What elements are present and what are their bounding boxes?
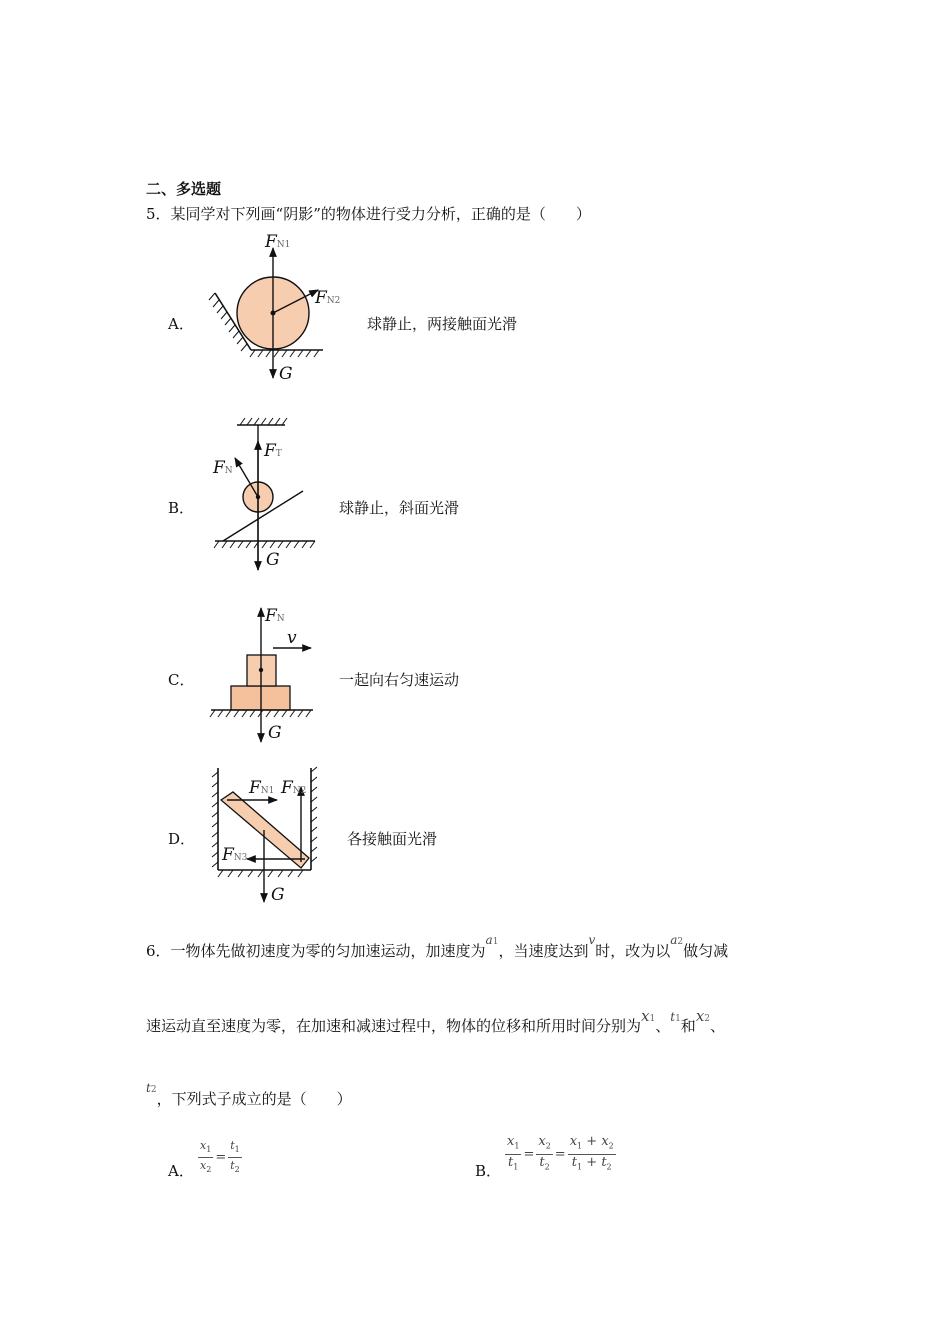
option-c-letter: C． [168,671,195,689]
option-d-desc: 各接触面光滑 [347,830,438,848]
option-d-letter: D． [168,830,196,848]
figure-a [205,230,335,390]
fig-a-g-label: G [279,364,293,384]
fig-d-fn2-label: F [281,778,293,798]
q6-option-b-letter: B． [475,1162,502,1180]
fig-c-v-label: v [287,628,297,648]
q6-option-b-formula: $\frac{x_1}{t_1}$ = $\frac{x_2}{t_2}$ = $\frac{x_1 + x_2}{t_1 + t_2}$ [507,1134,614,1172]
fig-b-ft-label: F [264,441,276,461]
option-a-desc: 球静止，两接触面光滑 [367,315,518,333]
question-6-line-3: $^{t2}$，下列式子成立的是（ ） [146,1081,352,1108]
option-b-desc: 球静止，斜面光滑 [339,499,460,517]
var-t2: t2 [146,1081,157,1095]
var-v: v [588,933,596,947]
var-a1: a1 [485,933,499,947]
option-b-letter: B． [168,499,195,517]
fig-b-g-label: G [266,550,280,570]
fig-c-g-label: G [268,723,282,743]
q6-option-a-formula: $\frac{x_1}{x_2}$ = $\frac{t_1}{t_2}$ [200,1139,240,1175]
fig-a-fn1-label: F [265,232,277,252]
fig-d-g-label: G [271,885,285,905]
option-c-desc: 一起向右匀速运动 [339,671,460,689]
question-5-stem: 5．某同学对下列画“阴影”的物体进行受力分析，正确的是（ ） [146,205,591,223]
question-6-line-1: 6．一物体先做初速度为零的匀加速运动，加速度为$^{a1}$，当速度达到$^v$时，改为以$^{a2}$做匀减 [146,933,729,960]
fig-a-fn2-label: F [315,288,327,308]
figure-b [205,415,325,575]
fig-d-fn3-label: F [222,845,234,865]
var-t1: t1 [670,1010,681,1024]
fig-d-fn1-label: F [249,778,261,798]
q6-option-a-letter: A． [168,1162,194,1180]
fig-c-fn-label: F [265,606,277,626]
fig-b-fn-label: F [213,458,225,478]
section-title: 二、多选题 [146,180,222,198]
var-x2: x2 [695,1007,711,1025]
var-x1: x1 [641,1007,656,1025]
var-a2: a2 [670,933,684,947]
option-a-letter: A． [168,315,194,333]
question-6-line-2: 速运动直至速度为零，在加速和减速过程中，物体的位移和所用时间分别为x1、$^{t1}$和x2、 [146,1007,726,1035]
